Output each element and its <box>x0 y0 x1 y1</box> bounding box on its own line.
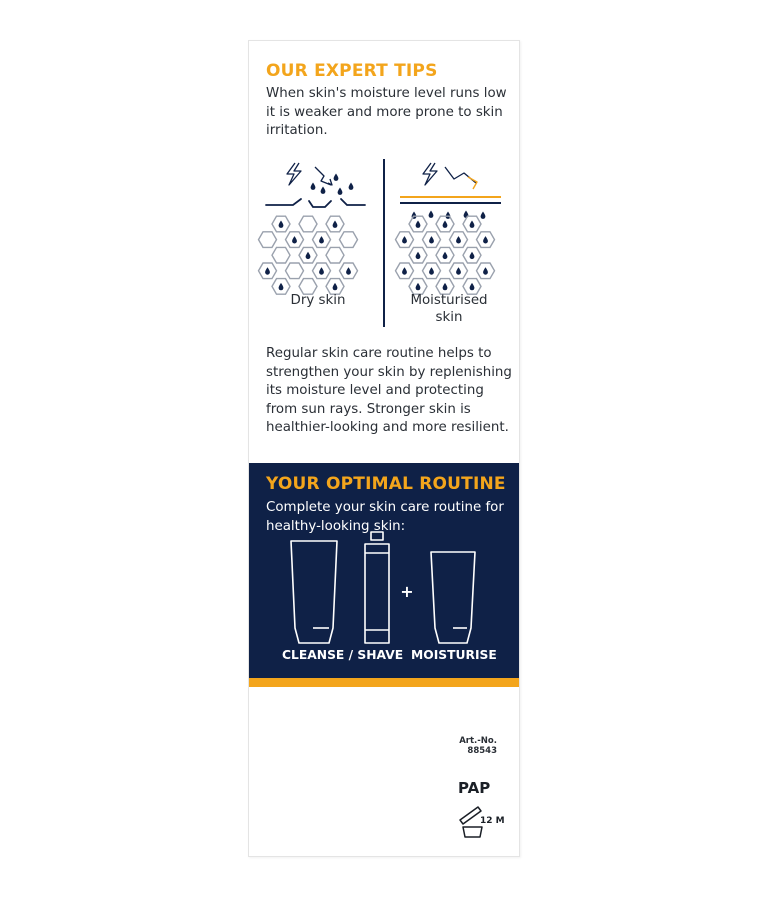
dry-cracked-surface <box>266 199 365 207</box>
plus-icon: + <box>400 582 414 601</box>
cleanse-shave-label: CLEANSE / SHAVE <box>282 648 404 662</box>
protective-layers <box>400 197 501 203</box>
cleanser-tube-icon <box>291 541 337 643</box>
shave-can-icon <box>365 532 389 643</box>
optimal-routine-section <box>249 463 519 678</box>
pap-label: PAP <box>458 779 491 797</box>
routine-products <box>249 538 519 648</box>
dry-lightning-icon <box>287 163 332 185</box>
moisturiser-tube-icon <box>431 552 475 643</box>
moist-skin-cells <box>396 211 495 295</box>
moisturised-skin-label: Moisturised skin <box>410 293 488 325</box>
deflection-arrow-icon <box>468 177 477 189</box>
expert-tips-title: OUR EXPERT TIPS <box>266 61 438 81</box>
accent-stripe <box>249 678 519 687</box>
moist-lightning-icon <box>423 163 476 185</box>
pap-months-text: 12 M <box>480 816 505 826</box>
open-jar-icon <box>458 804 505 838</box>
dry-skin-label: Dry skin <box>290 293 346 308</box>
dry-skin-cells <box>259 216 358 294</box>
moisturise-label: MOISTURISE <box>411 648 497 662</box>
skin-care-explanation: Regular skin care routine helps to strengthen your skin by replenishing its moisture level and protecting from sun rays. Stronger skin is healthier-looking and more resilient. <box>266 346 512 436</box>
article-number: Art.-No. 88543 <box>459 736 497 756</box>
expert-tips-intro: When skin's moisture level runs low it is weaker and more prone to skin irritation. <box>266 86 507 138</box>
optimal-routine-title: YOUR OPTIMAL ROUTINE <box>266 474 506 494</box>
optimal-routine-intro: Complete your skin care routine for healthy-looking skin: <box>266 500 504 534</box>
product-box-side <box>248 40 520 857</box>
